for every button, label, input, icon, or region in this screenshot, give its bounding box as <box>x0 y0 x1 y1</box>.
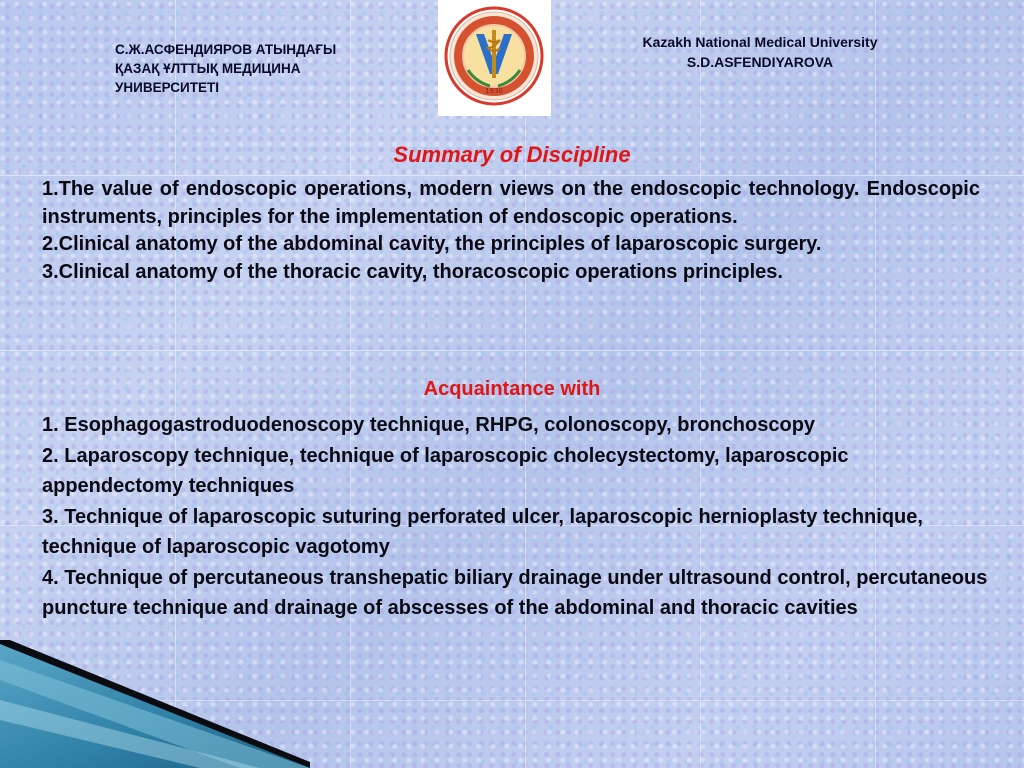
university-name-kazakh-line: УНИВЕРСИТЕТІ <box>115 80 219 95</box>
summary-title: Summary of Discipline <box>393 142 631 167</box>
acquaintance-item: 2. Laparoscopy technique, technique of laparoscopic cholecystectomy, laparoscopic appendectomy techniques <box>42 444 849 497</box>
university-name-english <box>600 32 920 72</box>
university-name-english-line: S.D.ASFENDIYAROVA <box>686 54 834 70</box>
university-name-kazakh <box>115 40 435 97</box>
university-name-english-line: Kazakh National Medical University <box>642 34 878 50</box>
university-emblem-icon <box>438 0 551 116</box>
summary-list <box>42 176 980 286</box>
university-logo <box>438 0 551 116</box>
acquaintance-item: 1. Esophagogastroduodenoscopy technique, RHPG, colonoscopy, bronchoscopy <box>42 414 816 436</box>
summary-item: 1.The value of endoscopic operations, modern views on the endoscopic technology. Endoscopic instruments, principles for the implementation of endoscopic operations. <box>42 178 980 228</box>
university-name-kazakh-line: С.Ж.АСФЕНДИЯРОВ АТЫНДАҒЫ <box>115 42 337 57</box>
corner-decoration <box>0 640 310 768</box>
acquaintance-list <box>42 410 992 624</box>
logo-year: 1930 <box>485 87 503 95</box>
acquaintance-title: Acquaintance with <box>423 378 601 400</box>
acquaintance-item: 4. Technique of percutaneous transhepatic biliary drainage under ultrasound control, percutaneous puncture technique and drainage of abscesses of the abdominal and thoracic cavities <box>42 566 988 619</box>
acquaintance-item: 3. Technique of laparoscopic suturing perforated ulcer, laparoscopic hernioplasty technique, technique of laparoscopic vagotomy <box>42 505 923 558</box>
summary-item: 2.Clinical anatomy of the abdominal cavity, the principles of laparoscopic surgery. <box>42 233 822 255</box>
background-grid-line <box>0 350 1024 351</box>
university-name-kazakh-line: ҚАЗАҚ ҰЛТТЫҚ МЕДИЦИНА <box>115 61 301 76</box>
summary-item: 3.Clinical anatomy of the thoracic cavity, thoracoscopic operations principles. <box>42 260 783 283</box>
